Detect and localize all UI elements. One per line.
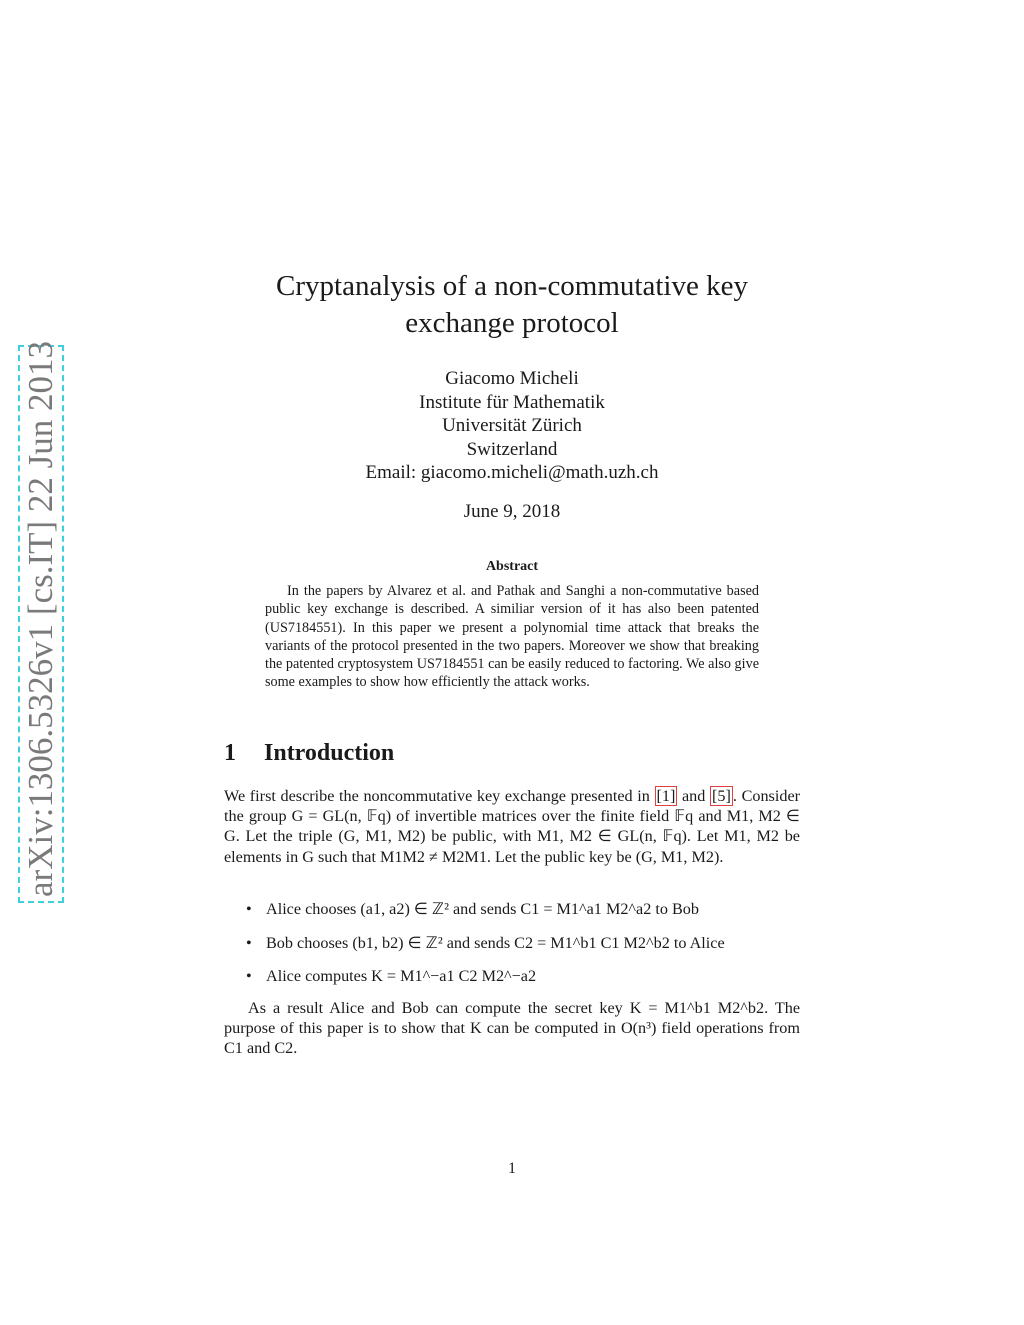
title-block	[224, 268, 800, 523]
page-number: 1	[508, 1160, 516, 1177]
bullet-icon: •	[246, 933, 252, 952]
abstract-heading: Abstract	[485, 559, 539, 574]
intro-paragraph-2: As a result Alice and Bob can compute the secret key K = M1^b1 M2^b2. The purpose of this paper is to show that K can be computed in O(n³) field operations from C1 and C2.	[224, 999, 800, 1058]
section-heading	[224, 740, 394, 767]
abstract-body: In the papers by Alvarez et al. and Pathak and Sanghi a non-commutative based public key exchange is described. A similiar version of it has also been patented (US7184551). In this paper we present a polynomial time attack that breaks the variants of the protocol presented in the two papers. Moreover we show that breaking the patented cryptosystem US7184551 can be easily reduced to factoring. We also give some examples to show how efficiently the attack works.	[265, 583, 759, 691]
author-block	[224, 367, 800, 485]
intro-text-a: We first describe the noncommutative key exchange presented in	[224, 787, 655, 805]
paper-title	[224, 268, 800, 342]
author-institute: Institute für Mathematik	[419, 391, 605, 413]
list-item	[224, 932, 800, 966]
section-number: 1	[224, 740, 236, 766]
citation-link-1[interactable]	[655, 786, 678, 806]
intro-text-b: and	[677, 787, 711, 805]
intro-paragraph-1	[224, 786, 800, 867]
protocol-steps	[224, 898, 800, 999]
step-bob-chooses: Bob chooses (b1, b2) ∈ ℤ² and sends C2 = M1^b1 C1 M2^b2 to Alice	[266, 933, 725, 952]
list-item	[224, 898, 800, 932]
author-email: Email: giacomo.micheli@math.uzh.ch	[365, 462, 659, 483]
step-alice-chooses: Alice chooses (a1, a2) ∈ ℤ² and sends C1 = M1^a1 M2^a2 to Bob	[266, 900, 699, 918]
citation-link-5[interactable]	[710, 786, 733, 806]
author-university: Universität Zürich	[442, 415, 582, 436]
list-item	[224, 965, 800, 999]
author-name: Giacomo Micheli	[445, 368, 579, 389]
citation-1-label: [1]	[656, 787, 676, 805]
citation-5-label: [5]	[712, 787, 731, 805]
title-line-2: exchange protocol	[405, 307, 619, 339]
intro-text-c: . Consider the group G = GL(n, 𝔽q) of invertible matrices over the finite field 𝔽q and M1, M2 ∈ G. Let the triple (G, M1, M2) be public, with M1, M2 ∈ GL(n, 𝔽q). Let M1, M2 be elements in G such that M1M2 ≠ M2M1. Let the public key be (G, M1, M2).	[224, 787, 801, 866]
section-title: Introduction	[264, 740, 395, 766]
paper-date: June 9, 2018	[463, 500, 561, 522]
arxiv-identifier: arXiv:1306.5326v1 [cs.IT] 22 Jun 2013	[21, 340, 60, 897]
abstract	[265, 559, 759, 692]
bullet-icon: •	[246, 900, 252, 918]
author-country: Switzerland	[466, 438, 558, 460]
title-line-1: Cryptanalysis of a non-commutative key	[276, 270, 748, 302]
step-alice-computes: Alice computes K = M1^−a1 C2 M2^−a2	[266, 967, 537, 985]
bullet-icon: •	[246, 967, 252, 985]
